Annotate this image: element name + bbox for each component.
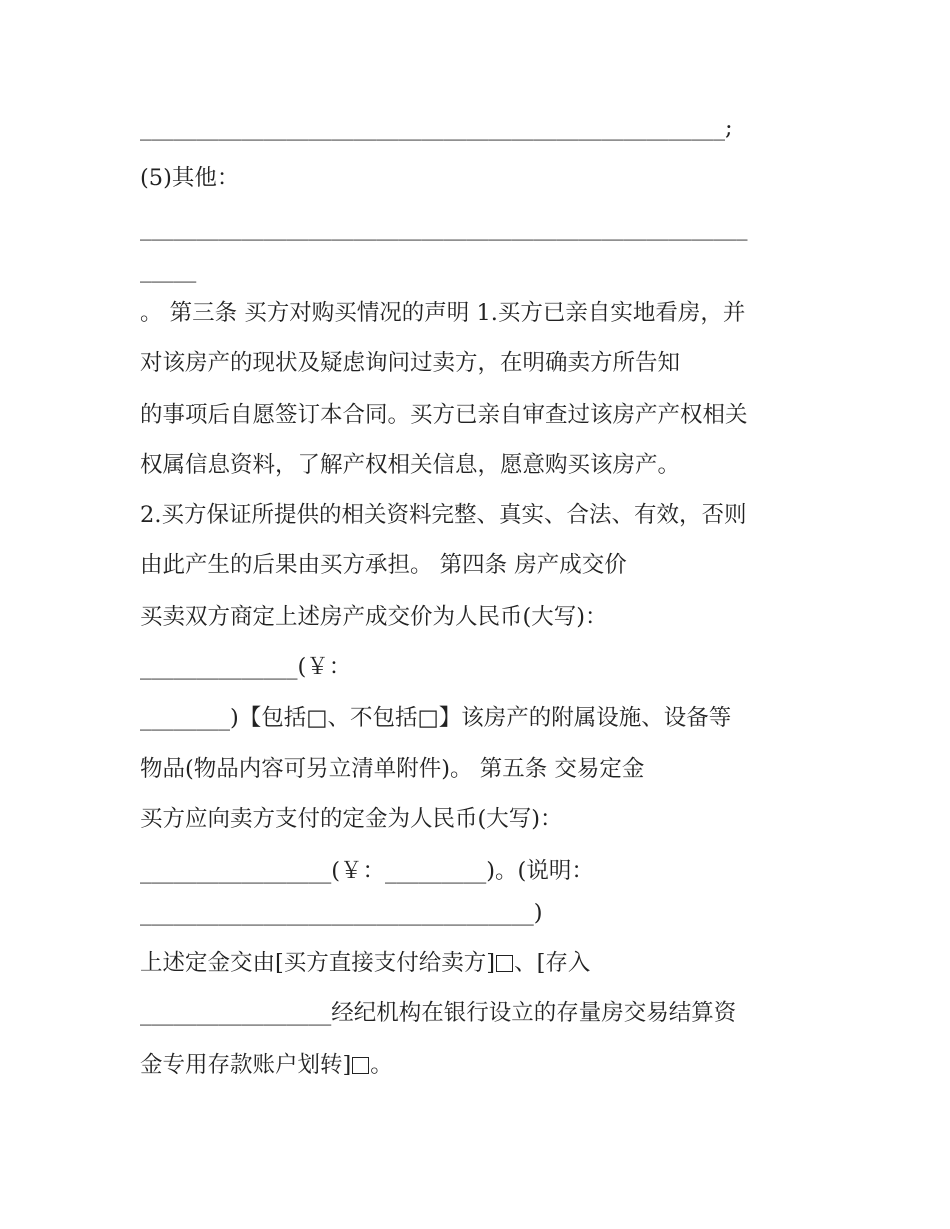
article-3-text-line-2: 对该房产的现状及疑虑询问过卖方，在明确卖方所告知 [140,350,681,376]
escrow-account-text: 金专用存款账户划转] [140,1052,352,1078]
escrow-account-end: 。 [370,1052,393,1078]
deposit-payment-line [140,948,590,978]
checkbox-escrow-transfer[interactable] [352,1057,369,1074]
article-3-text-line-4: 权属信息资料，了解产权相关信息，愿意购买该房产。 [140,452,681,478]
article-3-clause-2-line-1: 2.买方保证所提供的相关资料完整、真实、合法、有效，否则 [140,502,747,528]
article-4-heading-line: 由此产生的后果由买方承担。 第四条 房产成交价 [140,552,627,578]
blank-line-5-end: _____ [140,257,197,283]
deposit-note-line: ___________________________________) [140,900,543,926]
deposit-payment-text: 上述定金交由[买方直接支付给卖方] [140,950,496,976]
price-blank-line: ______________(￥： [140,654,352,680]
article-3-heading-line: 。 第三条 买方对购买情况的声明 1.买方已亲自实地看房，并 [140,300,746,326]
item-5-other-label: (5)其他： [140,165,240,191]
escrow-agency-line: _________________经纪机构在银行设立的存量房交易结算资 [140,1000,737,1026]
article-3-text-line-3: 的事项后自愿签订本合同。买方已亲自审查过该房产产权相关 [140,402,748,428]
blank-line-5: ______________________________________________________ [140,215,748,241]
deposit-blank-line: _________________(￥：_________)。(说明： [140,858,594,884]
deposit-deposit-text: 、[存入 [514,950,591,976]
deposit-amount-line: 买方应向卖方支付的定金为人民币(大写)： [140,806,563,832]
article-4-price-line: 买卖双方商定上述房产成交价为人民币(大写)： [140,604,608,630]
escrow-account-line [140,1050,393,1080]
blank-line-4-end: ____________________________________________________; [140,115,733,141]
article-5-heading-line: 物品(物品内容可另立清单附件)。 第五条 交易定金 [140,756,645,782]
price-include-line: ________)【包括□、不包括□】该房产的附属设施、设备等 [140,705,732,731]
checkbox-direct-payment[interactable] [496,955,513,972]
